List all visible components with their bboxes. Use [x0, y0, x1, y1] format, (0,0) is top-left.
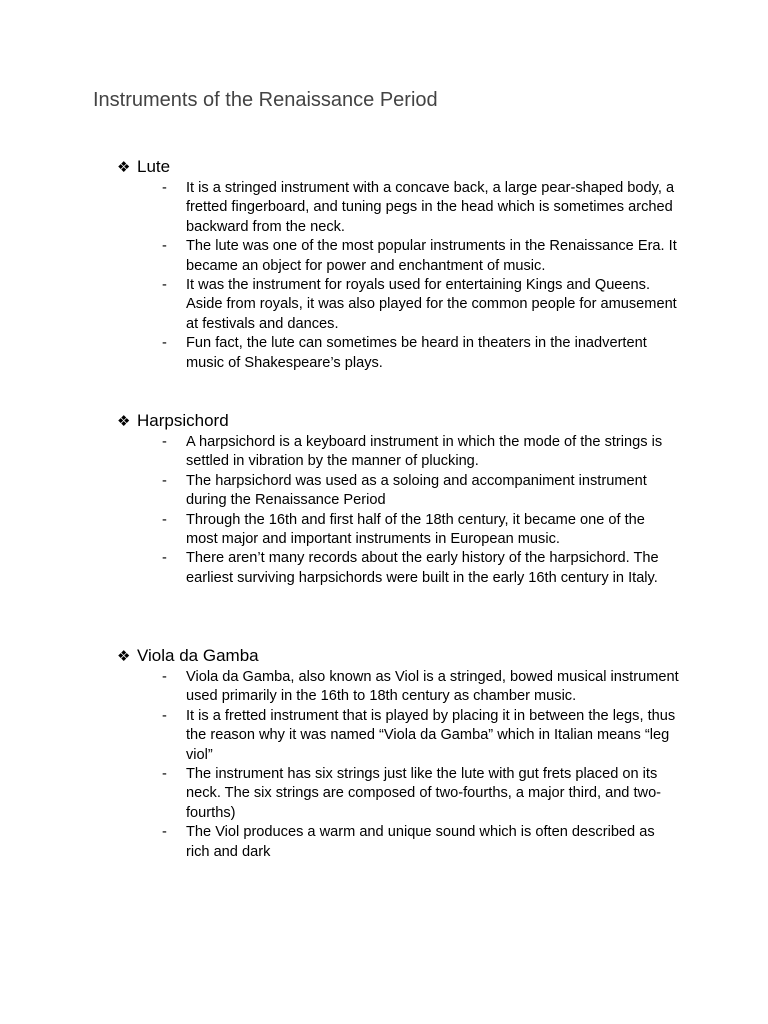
dash-marker: -	[162, 669, 167, 685]
diamond-bullet-icon: ❖	[117, 159, 131, 176]
list-item-text: A harpsichord is a keyboard instrument in which the mode of the strings is settled in vibration by the manner of plucking.	[186, 434, 663, 470]
dash-marker: -	[162, 434, 167, 450]
dash-marker: -	[162, 335, 167, 352]
list-item	[160, 707, 680, 765]
list-item	[160, 276, 680, 334]
dash-marker: -	[162, 824, 167, 841]
section-heading-text: Lute	[137, 157, 171, 176]
list-item	[160, 765, 680, 823]
list-item	[160, 179, 680, 237]
document-title: Instruments of the Renaissance Period	[93, 89, 438, 111]
list-item-text: Fun fact, the lute can sometimes be heard in theaters in the inadvertent music of Shakespeare’s plays.	[186, 335, 647, 371]
list-item-text: The Viol produces a warm and unique sound which is often described as rich and dark	[186, 824, 655, 860]
dash-marker: -	[162, 511, 167, 528]
list-item	[160, 433, 680, 472]
list-item-text: It is a stringed instrument with a concave back, a large pear-shaped body, a fretted fingerboard, and tuning pegs in the head which is sometimes arched backward from the neck.	[186, 180, 675, 235]
bullet-list	[160, 668, 680, 862]
list-item-text: The instrument has six strings just like the lute with gut frets placed on its neck. The six strings are composed of two-fourths, a major third, and two-fourths)	[186, 766, 662, 821]
dash-marker: -	[162, 707, 167, 724]
list-item-text: It was the instrument for royals used for entertaining Kings and Queens. Aside from royals, it was also played for the common people for amusement at festivals and dances.	[186, 277, 677, 332]
list-item	[160, 668, 680, 707]
list-item-text: It is a fretted instrument that is played by placing it in between the legs, thus the reason why it was named “Viola da Gamba” which in Italian means “leg viol”	[186, 707, 676, 763]
list-item	[160, 472, 680, 511]
list-item	[160, 511, 680, 550]
list-item-text: There aren’t many records about the early history of the harpsichord. The earliest surviving harpsichords were built in the early 16th century in Italy.	[186, 550, 659, 586]
list-item	[160, 549, 680, 588]
dash-marker: -	[162, 766, 167, 783]
section-heading-text: Viola da Gamba	[137, 646, 259, 665]
section-heading-text: Harpsichord	[137, 411, 229, 430]
list-item-text: The harpsichord was used as a soloing and accompaniment instrument during the Renaissance Period	[186, 472, 647, 509]
section-heading	[117, 645, 259, 668]
diamond-bullet-icon: ❖	[117, 648, 131, 665]
section-heading	[117, 410, 229, 433]
diamond-bullet-icon: ❖	[117, 413, 131, 430]
dash-marker: -	[162, 472, 167, 489]
bullet-list	[160, 433, 680, 588]
dash-marker: -	[162, 550, 167, 567]
list-item	[160, 823, 680, 862]
list-item	[160, 237, 680, 276]
list-item-text: Viola da Gamba, also known as Viol is a stringed, bowed musical instrument used primarily in the 16th to 18th century as chamber music.	[186, 669, 679, 705]
bullet-list	[160, 179, 680, 373]
dash-marker: -	[162, 277, 167, 294]
dash-marker: -	[162, 238, 167, 255]
list-item-text: The lute was one of the most popular instruments in the Renaissance Era. It became an object for power and enchantment of music.	[186, 238, 677, 274]
list-item-text: Through the 16th and first half of the 18th century, it became one of the most major and important instruments in European music.	[186, 511, 645, 548]
dash-marker: -	[162, 180, 167, 196]
section-heading	[117, 156, 170, 179]
list-item	[160, 334, 680, 373]
